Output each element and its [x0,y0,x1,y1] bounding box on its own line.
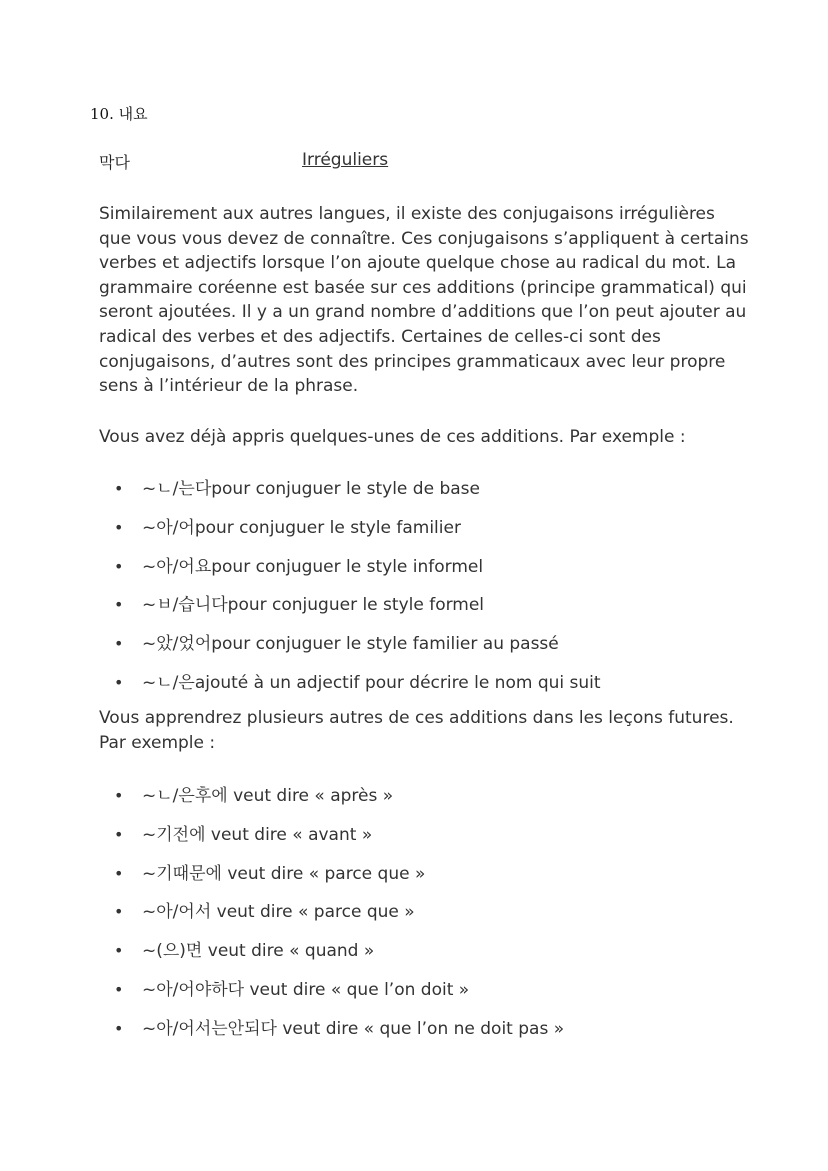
examples-intro: Vous avez déjà appris quelques-unes de ces additions. Par exemple : [99,427,686,447]
list-item: • ~ㅂ/습니다pour conjuguer le style formel [114,595,485,616]
bullet-icon: • [114,979,124,999]
section-heading: 10. 내요 [90,105,148,123]
bullet-icon: • [114,595,124,615]
list-item: • ~기때문에 veut dire « parce que » [114,863,426,884]
bullet-icon: • [114,672,124,692]
bullet-icon: • [114,902,124,922]
bullet-icon: • [114,941,124,961]
list-item: • ~ㄴ/은ajouté à un adjectif pour décrire le nom qui suit [114,672,601,693]
section-subtitle: Irréguliers [302,150,389,170]
list-item: • ~아/어야하다 veut dire « que l’on doit » [114,979,470,1000]
learned-additions-list [99,477,739,710]
list-item: • ~아/어pour conjuguer le style familier [114,517,461,538]
future-additions-intro: Vous apprendrez plusieurs autres de ces additions dans les leçons futures. Par exemple : [99,708,734,753]
intro-paragraph: Similairement aux autres langues, il existe des conjugaisons irrégulières que vous vous devez de connaître. Ces conjugaisons s’appliquent à certains verbes et adjectifs lorsque l’on ajoute quelque chose au radical du mot. La grammaire coréenne est basée sur ces additions (principe grammatical) qui seront ajoutées. Il y a un grand nombre d’additions que l’on peut ajouter au radical des verbes et des adjectifs. Certaines de celles-ci sont des conjugaisons, d’autres sont des principes grammaticaux avec leur propre sens à l’intérieur de la phrase. [99,204,749,397]
future-additions-list [99,784,739,1056]
bullet-icon: • [114,556,124,576]
bullet-icon: • [114,1018,124,1038]
lesson-word: 막다 [99,153,130,172]
list-item: • ~ㄴ/은후에 veut dire « après » [114,786,394,806]
list-item: • ~아/어서는안되다 veut dire « que l’on ne doit pas » [114,1018,565,1039]
bullet-icon: • [114,863,124,883]
bullet-icon: • [114,479,124,498]
list-item: • ~았/었어pour conjuguer le style familier au passé [114,634,559,655]
list-item: • ~기전에 veut dire « avant » [114,824,373,845]
bullet-icon: • [114,517,124,537]
list-item: • ~(으)면 veut dire « quand » [114,941,375,962]
list-item: • ~아/어요pour conjuguer le style informel [114,556,484,577]
list-item: • ~아/어서 veut dire « parce que » [114,902,415,923]
bullet-icon: • [114,786,124,805]
bullet-icon: • [114,634,124,654]
list-item: • ~ㄴ/는다pour conjuguer le style de base [114,479,480,499]
bullet-icon: • [114,824,124,844]
